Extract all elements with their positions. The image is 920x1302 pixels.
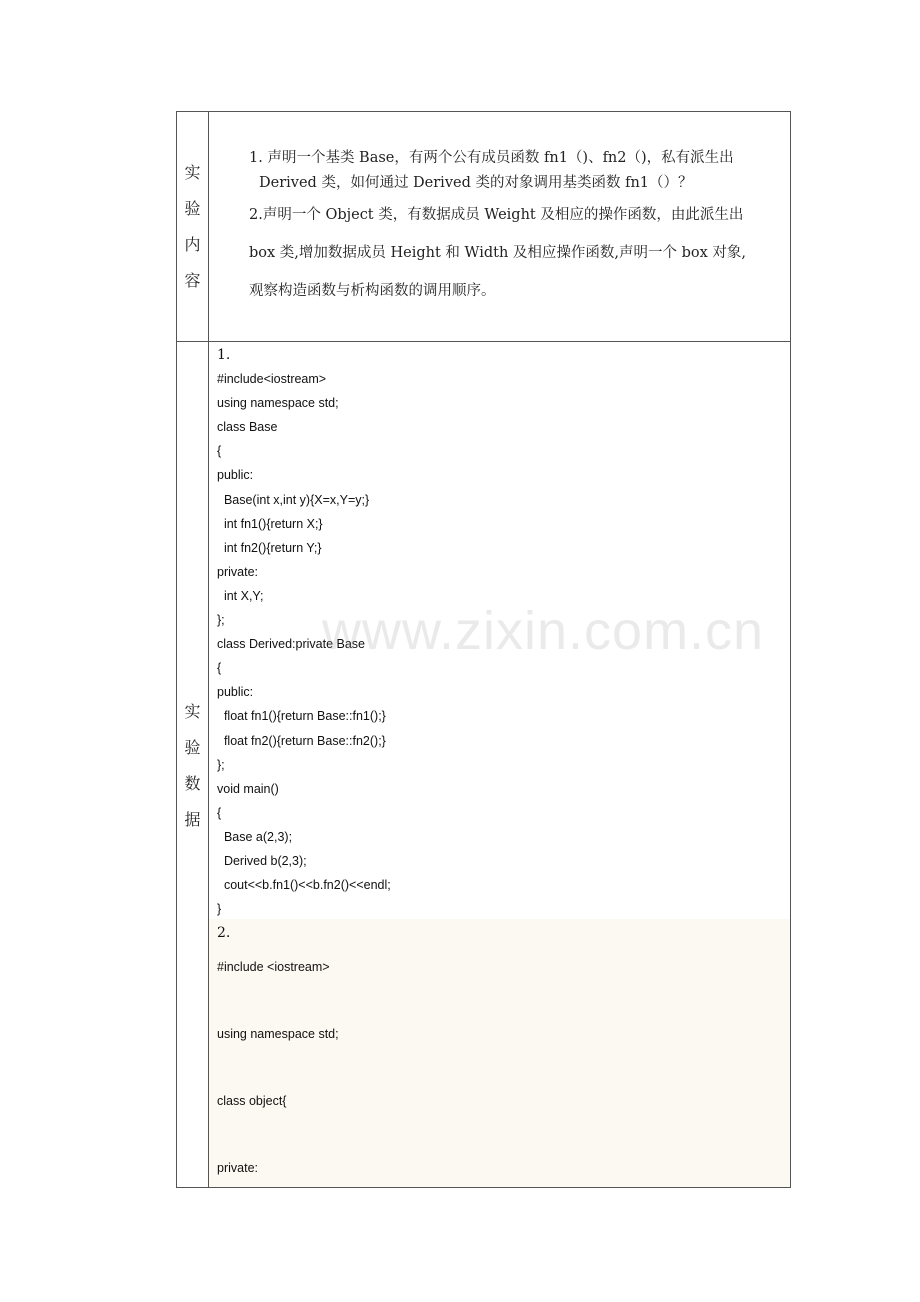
code-line: #include <iostream>	[217, 960, 330, 974]
watermark: www.zixin.com.cn	[322, 601, 765, 661]
code-line: float fn1(){return Base::fn1();}	[217, 709, 386, 724]
code-line: using namespace std;	[217, 396, 339, 411]
content-item1-line2: Derived 类，如何通过 Derived 类的对象调用基类函数 fn1（）？	[259, 174, 693, 191]
label-char: 实	[184, 702, 201, 721]
label-char: 内	[184, 235, 201, 254]
code-line: class Derived:private Base	[217, 637, 365, 652]
code1-number: 1.	[217, 347, 231, 363]
code-line: Derived b(2,3);	[217, 853, 307, 868]
code-line: #include<iostream>	[217, 372, 327, 387]
code-line: };	[217, 613, 225, 628]
code-line: int fn2(){return Y;}	[217, 540, 322, 555]
experiment-content	[249, 146, 794, 309]
code-line: class object{	[217, 1094, 287, 1108]
code-line: class Base	[217, 420, 278, 435]
code-line: {	[217, 444, 222, 459]
code-line: Base a(2,3);	[217, 829, 293, 844]
code-line: {	[217, 805, 222, 820]
code-line: float fn2(){return Base::fn2();}	[217, 733, 386, 748]
label-char: 容	[184, 271, 201, 290]
code-line: cout<<b.fn1()<<b.fn2()<<endl;	[217, 878, 391, 893]
content-item2-line1: 2.声明一个 Object 类，有数据成员 Weight 及相应的操作函数，由此派生出	[249, 207, 744, 224]
code-line: Base(int x,int y){X=x,Y=y;}	[217, 492, 370, 507]
code-line: int X,Y;	[217, 588, 264, 603]
code-line: void main()	[217, 781, 279, 796]
content-item2-line2: box 类,增加数据成员 Height 和 Width 及相应操作函数,声明一个 box 对象,	[249, 245, 747, 262]
content-item1-line1: 1. 声明一个基类 Base，有两个公有成员函数 fn1（)、fn2（)，私有派生出	[249, 150, 734, 166]
row-divider	[177, 341, 790, 342]
code-line: private:	[217, 564, 258, 579]
code-line: };	[217, 757, 225, 772]
code2-number: 2.	[217, 925, 231, 941]
label-char: 验	[184, 199, 201, 218]
code-line: using namespace std;	[217, 1027, 339, 1041]
label-experiment-content	[177, 155, 208, 299]
code-line: public:	[217, 685, 254, 700]
label-char: 据	[184, 810, 201, 829]
code-line: {	[217, 661, 222, 676]
code-line: private:	[217, 1161, 258, 1175]
content-item2-line3: 观察构造函数与析构函数的调用顺序。	[249, 283, 496, 300]
code-line: public:	[217, 468, 254, 483]
label-char: 实	[184, 163, 201, 182]
code-line: int fn1(){return X;}	[217, 516, 323, 531]
label-char: 验	[184, 738, 201, 757]
code-line: }	[217, 902, 222, 917]
label-char: 数	[184, 774, 201, 793]
code-block-2	[217, 919, 787, 1215]
label-experiment-data	[177, 694, 208, 838]
